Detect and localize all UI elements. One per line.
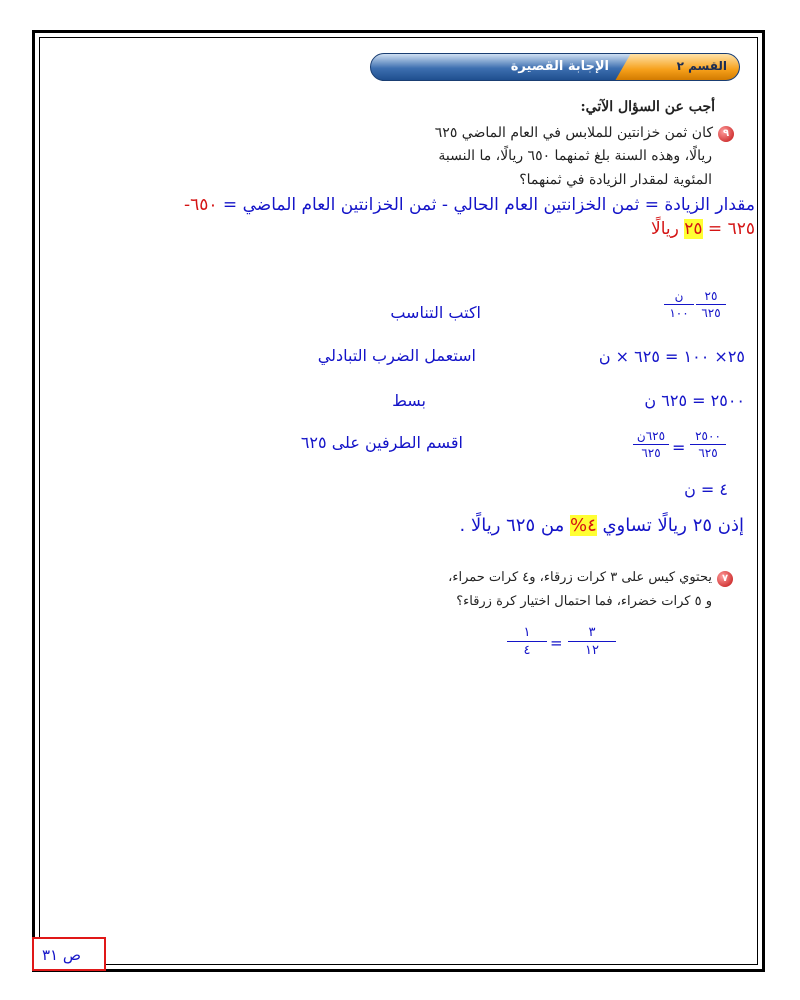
step1-label: اكتب التناسب: [390, 303, 481, 322]
q2-line-1: يحتوي كيس على ٣ كرات زرقاء، و٤ كرات حمراء،: [448, 570, 712, 585]
q2-fraction-left: ١ ٤: [507, 625, 547, 658]
page-number: ص ٣١: [42, 946, 82, 964]
step5-equation: ٤ = ن: [684, 480, 728, 499]
step4-fraction-right: ٦٢٥ن ٦٢٥: [633, 429, 669, 460]
increase-unit: ريالًا: [651, 219, 685, 239]
conclusion-highlight: ٤%: [569, 515, 597, 536]
conclusion: [460, 515, 744, 536]
step2-label: استعمل الضرب التبادلي: [317, 346, 476, 365]
instruction: أجب عن السؤال الآتي:: [580, 99, 715, 115]
q2-fraction-right: ٣ ١٢: [568, 625, 616, 658]
increase-highlight: ٢٥: [684, 219, 703, 239]
q2-equals: =: [550, 634, 563, 652]
solution-line-2: [651, 219, 755, 239]
question-9-badge: ٩: [718, 126, 734, 142]
step4-label: اقسم الطرفين على ٦٢٥: [300, 433, 463, 452]
increase-formula: مقدار الزيادة = ثمن الخزانتين العام الحالي - ثمن الخزانتين العام الماضي =: [217, 195, 755, 215]
q1-line-3: المئوية لمقدار الزيادة في ثمنهما؟: [519, 172, 712, 188]
solution-line-1: [184, 195, 755, 215]
section-title: الإجابة القصيرة: [510, 59, 609, 74]
page-number-box: [32, 937, 106, 971]
increase-result-a: ٦٢٥ =: [702, 219, 755, 239]
section-label: القسم ٢: [676, 59, 727, 73]
step1-fraction-left: ٢٥ ٦٢٥: [696, 289, 726, 320]
step1-fraction-right: ن ١٠٠: [664, 289, 694, 320]
increase-value: ٦٥٠-: [183, 195, 218, 215]
conclusion-part-a: إذن ٢٥ ريالًا تساوي: [596, 515, 744, 536]
step2-equation: ٢٥× ١٠٠ = ٦٢٥ × ن: [598, 347, 745, 366]
question-7-badge: ٧: [717, 571, 733, 587]
section-banner: [370, 53, 740, 81]
q2-line-2: و ٥ كرات خضراء، فما احتمال اختيار كرة زرقاء؟: [456, 594, 712, 609]
step3-equation: ٢٥٠٠ = ٦٢٥ ن: [644, 391, 745, 410]
conclusion-part-b: من ٦٢٥ ريالًا .: [459, 515, 570, 536]
q1-line-1: كان ثمن خزانتين للملابس في العام الماضي ٦٢٥: [434, 125, 713, 141]
step4-fraction-left: ٢٥٠٠ ٦٢٥: [690, 429, 726, 460]
step3-label: بسط: [392, 391, 426, 410]
step4-equals: =: [672, 438, 686, 457]
q1-line-2: ريالًا، وهذه السنة بلغ ثمنهما ٦٥٠ ريالًا، ما النسبة: [438, 148, 712, 164]
